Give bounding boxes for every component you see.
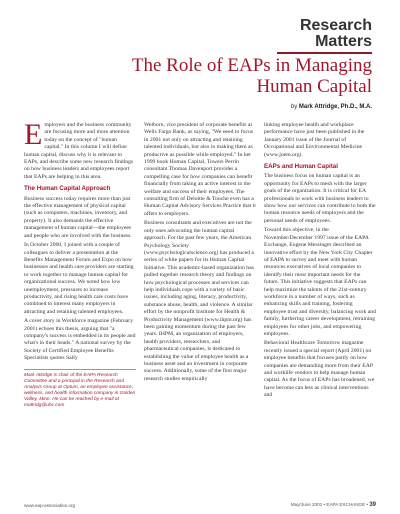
column-1 [24,122,136,500]
column-3 [264,122,376,500]
byline-prefix: by [290,104,299,110]
section-header-line1: Research [299,17,372,34]
section-header-line2: Matters [315,33,372,50]
paragraph: Behavioral Healthcare Tomorrow magazine recently issued a special report (April 2001) on employee benefits that focuses partly on how companies are demanding more from their EAP and worklife vendors to help manage human capital. As the focus of EAPs has broadened, we have become can less as clinical interventions and [264,340,375,399]
paragraph: In October 2000, I joined with a couple of colleagues to deliver a presentation at the Benefits Management Forum and Expo on how businesses and health care providers are starting to work together to manage human capital for organizational success. We noted how low unemployment, pressures to increase productivity, and rising health care costs have combined to interest many employers in attracting and retaining talented employees. [24,242,134,315]
section-header [300,18,372,50]
subhead-eaps-human-capital: EAPs and Human Capital [264,163,338,171]
article-title: The Role of EAPs in Managing Human Capital [131,55,372,97]
intro-paragraph [24,122,136,181]
page-number: 39 [369,502,376,508]
column-2 [144,122,256,500]
paragraph: Toward this objective, in the November/December 1997 issue of the EAPA Exchange, Eugene Messinger described an innovative effort by the New York City Chapter of EAPA to survey and meet with human resources executives of local companies to identify their most important needs for the future. This initiative suggests that EAPs can help maximize the talents of the 21st-century workforce in a number of ways, such as enhancing skills and training, fostering employee trust and diversity, balancing work and family, furthering career development, retraining employees for other jobs, and empowering employees. [264,227,376,337]
article-body [24,122,376,500]
footer-website: www.eap-association.org [24,503,76,508]
byline-author: Mark Attridge, Ph.D., M.A. [298,104,372,110]
paragraph: A cover story in Workforce magazine (February 2001) echoes this thesis, arguing that "a company's success is embedded in its people and what's in their heads." A national survey by the Society of Certified Employee Benefits Specialists quotes Sally [24,318,136,362]
author-bio: Mark Attridge is chair of the EAPA Research Committee and a principal in the Research and Analysis Group at Optum, an employee assistance, wellness, and health information company in Golden Valley, Minn. He can be reached by e-mail at mattridg@uhc.com [24,369,136,409]
footer-issue [291,502,376,508]
subhead-human-capital-approach: The Human Capital Approach [24,185,111,193]
paragraph: Business consultants and executives are not the only ones advocating the human capital approach. For the past few years, the American Psychology Society (www.psychologicalscience.org) has produced a series of white papers for its Human Capital Initiative. This academic-based organization has pulled together research theory and findings on how psychological processes and services can help individuals cope with a variety of basic issues, including aging, literacy, productivity, substance abuse, health, and violence. A similar effort by the nonprofit Institute for Health & Productivity Management (www.ihpm.org) has been gaining momentum during the past few years. IHPM, an organization of employers, health providers, researchers, and pharmaceutical companies, is dedicated to establishing the value of employee health as a business asset and an investment in corporate success. Additionally, some of the first major research studies empirically [144,220,254,382]
paragraph: The business focus on human capital is an opportunity for EAPs to mesh with the larger goals of the organization. It is critical for EA professionals to work with business leaders to show how our services can contribute to both the human resource needs of employers and the personal needs of employees. [264,173,376,224]
paragraph: linking employee health and workplace performance have just been published in the January 2001 issue of the Journal of Occupational and Environmental Medicine (www.joem.org). [264,122,365,158]
footer-issue-text: May/June 2001 • EAPA EXCHANGE • [290,502,370,507]
paragraph: Business success today requires more than just the effective management of physical capital (such as computers, machines, inventory, and property). It also demands the effective management of human capital—the employees and people who are involved with the business. [24,195,132,239]
drop-cap: E [24,122,43,151]
header-rule [277,52,372,54]
byline [291,104,372,110]
intro-text: mployers and the business community are focusing more and more attention today on the concept of "human capital." In this column I will define human capital, discuss why it is relevant to EAPs, and describe some new research findings on how business leaders and employees report that EAPs are helping in this area. [24,122,134,180]
paragraph: Welborn, vice president of corporate benefits at Wells Fargo Bank, as saying, "We need to focus in 2001 not only on attracting and retaining talented individuals, but also in making them as productive as possible while employed." In her 1999 book Human Capital, Towers Perrin consultant Thomas Davenport provides a compelling case for how companies can benefit financially from taking an active interest in the welfare and success of their employees. The consulting firm of Deloitte & Touche even has a Human Capital Advisory Services Practice that it offers to employers. [144,122,256,217]
